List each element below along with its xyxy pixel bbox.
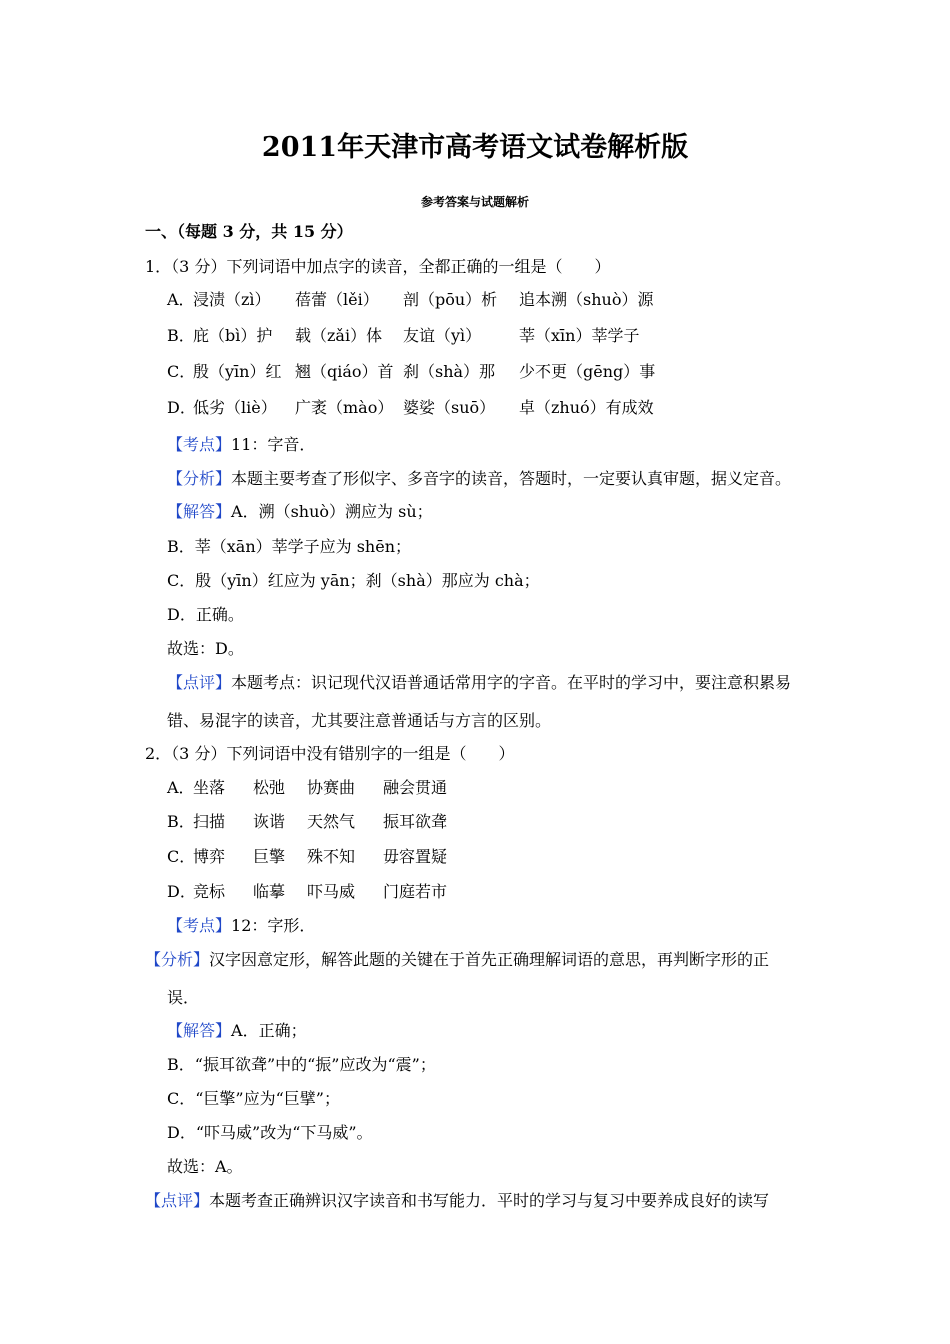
- dianping-tag: 【点评】: [145, 1191, 210, 1210]
- option-item: 天然气: [307, 812, 356, 831]
- option-item: 临摹: [253, 882, 286, 901]
- jieda-line: B．莘（xān）莘学子应为 shēn；: [167, 537, 412, 556]
- option-item: 翘（qiáo）首: [295, 362, 394, 381]
- jieda-line: C．殷（yīn）红应为 yān；刹（shà）那应为 chà；: [167, 571, 540, 590]
- q2-jieda: [167, 1019, 307, 1043]
- q2-kaodian: [167, 914, 315, 938]
- section-heading: 一、（每题 3 分，共 15 分）: [145, 222, 353, 241]
- option-label: A．: [167, 290, 195, 309]
- option-item: 殊不知: [307, 847, 356, 866]
- fenxi-text: 本题主要考查了形似字、多音字的读音，答题时，一定要认真审题，据义定音。: [231, 469, 792, 488]
- jieda-line: D．“吓马威”改为“下马威”。: [167, 1123, 373, 1142]
- option-item: 博弈: [193, 847, 226, 866]
- q2-option-c: [167, 845, 447, 869]
- q2-stem: 2．（3 分）下列词语中没有错别字的一组是（ ）: [145, 744, 515, 763]
- kaodian-tag: 【考点】: [167, 435, 232, 454]
- fenxi-text: 误．: [167, 988, 200, 1007]
- jieda-line: A．溯（shuò）溯应为 sù；: [231, 502, 433, 521]
- option-label: A．: [167, 778, 195, 797]
- option-label: C．: [167, 847, 196, 866]
- q1-option-b: [167, 324, 639, 348]
- q1-fenxi: [167, 467, 791, 491]
- option-item: 毋容置疑: [383, 847, 448, 866]
- option-item: 低劣（liè）: [193, 398, 277, 417]
- option-item: 刹（shà）那: [403, 362, 496, 381]
- document-subtitle: 参考答案与试题解析: [420, 195, 529, 209]
- option-item: 剖（pōu）析: [403, 290, 498, 309]
- jieda-line: C．“巨擎”应为“巨擘”；: [167, 1089, 340, 1108]
- option-item: 协赛曲: [307, 778, 356, 797]
- q2-option-b: [167, 810, 447, 834]
- option-item: 追本溯（shuò）源: [519, 290, 654, 309]
- q2-dianping: [145, 1189, 769, 1213]
- dianping-text: 本题考查正确辨识汉字读音和书写能力．平时的学习与复习中要养成良好的读写: [209, 1191, 770, 1210]
- dianping-tag: 【点评】: [167, 673, 232, 692]
- option-item: 莘（xīn）莘学子: [519, 326, 640, 345]
- jieda-line: A．正确；: [231, 1021, 307, 1040]
- option-item: 融会贯通: [383, 778, 448, 797]
- option-label: B．: [167, 326, 195, 345]
- q1-option-d: [167, 396, 654, 420]
- option-item: 婆娑（suō）: [403, 398, 496, 417]
- option-item: 松弛: [253, 778, 286, 797]
- option-item: 诙谐: [253, 812, 286, 831]
- option-item: 蓓蕾（lěi）: [295, 290, 379, 309]
- q1-option-c: [167, 360, 655, 384]
- fenxi-tag: 【分析】: [145, 950, 210, 969]
- q2-option-a: [167, 776, 447, 800]
- q1-stem: 1．（3 分）下列词语中加点字的读音，全都正确的一组是（ ）: [145, 257, 611, 276]
- q1-answer: 故选：D。: [167, 639, 244, 658]
- jieda-line: B．“振耳欲聋”中的“振”应改为“震”；: [167, 1055, 436, 1074]
- q1-kaodian: [167, 433, 315, 457]
- jieda-tag: 【解答】: [167, 502, 232, 521]
- q2-option-d: [167, 880, 447, 904]
- option-item: 广袤（mào）: [295, 398, 394, 417]
- q1-option-a: [167, 288, 653, 312]
- option-item: 殷（yīn）红: [193, 362, 282, 381]
- option-item: 振耳欲聋: [383, 812, 448, 831]
- option-item: 吓马威: [307, 882, 356, 901]
- option-item: 坐落: [193, 778, 226, 797]
- option-item: 庇（bì）护: [193, 326, 273, 345]
- dianping-text: 本题考点：识记现代汉语普通话常用字的字音。在平时的学习中，要注意积累易: [231, 673, 792, 692]
- option-label: C．: [167, 362, 196, 381]
- dianping-text: 错、易混字的读音，尤其要注意普通话与方言的区别。: [167, 711, 552, 730]
- option-label: D．: [167, 398, 196, 417]
- option-item: 巨擎: [253, 847, 286, 866]
- q1-jieda: [167, 500, 433, 524]
- option-item: 卓（zhuó）有成效: [519, 398, 654, 417]
- option-item: 门庭若市: [383, 882, 448, 901]
- option-item: 浸渍（zì）: [193, 290, 271, 309]
- option-item: 扫描: [193, 812, 226, 831]
- option-item: 竞标: [193, 882, 226, 901]
- document-title: 2011年天津市高考语文试卷解析版: [261, 132, 689, 163]
- option-item: 友谊（yì）: [403, 326, 482, 345]
- option-label: B．: [167, 812, 195, 831]
- fenxi-tag: 【分析】: [167, 469, 232, 488]
- jieda-line: D．正确。: [167, 605, 244, 624]
- kaodian-text: 12：字形．: [231, 916, 316, 935]
- option-item: 载（zǎi）体: [295, 326, 383, 345]
- fenxi-text: 汉字因意定形，解答此题的关键在于首先正确理解词语的意思，再判断字形的正: [209, 950, 770, 969]
- kaodian-tag: 【考点】: [167, 916, 232, 935]
- q2-fenxi: [145, 948, 769, 972]
- option-label: D．: [167, 882, 196, 901]
- q1-dianping: [167, 671, 791, 695]
- jieda-tag: 【解答】: [167, 1021, 232, 1040]
- kaodian-text: 11：字音．: [231, 435, 316, 454]
- option-item: 少不更（gēng）事: [519, 362, 656, 381]
- q2-answer: 故选：A。: [167, 1157, 243, 1176]
